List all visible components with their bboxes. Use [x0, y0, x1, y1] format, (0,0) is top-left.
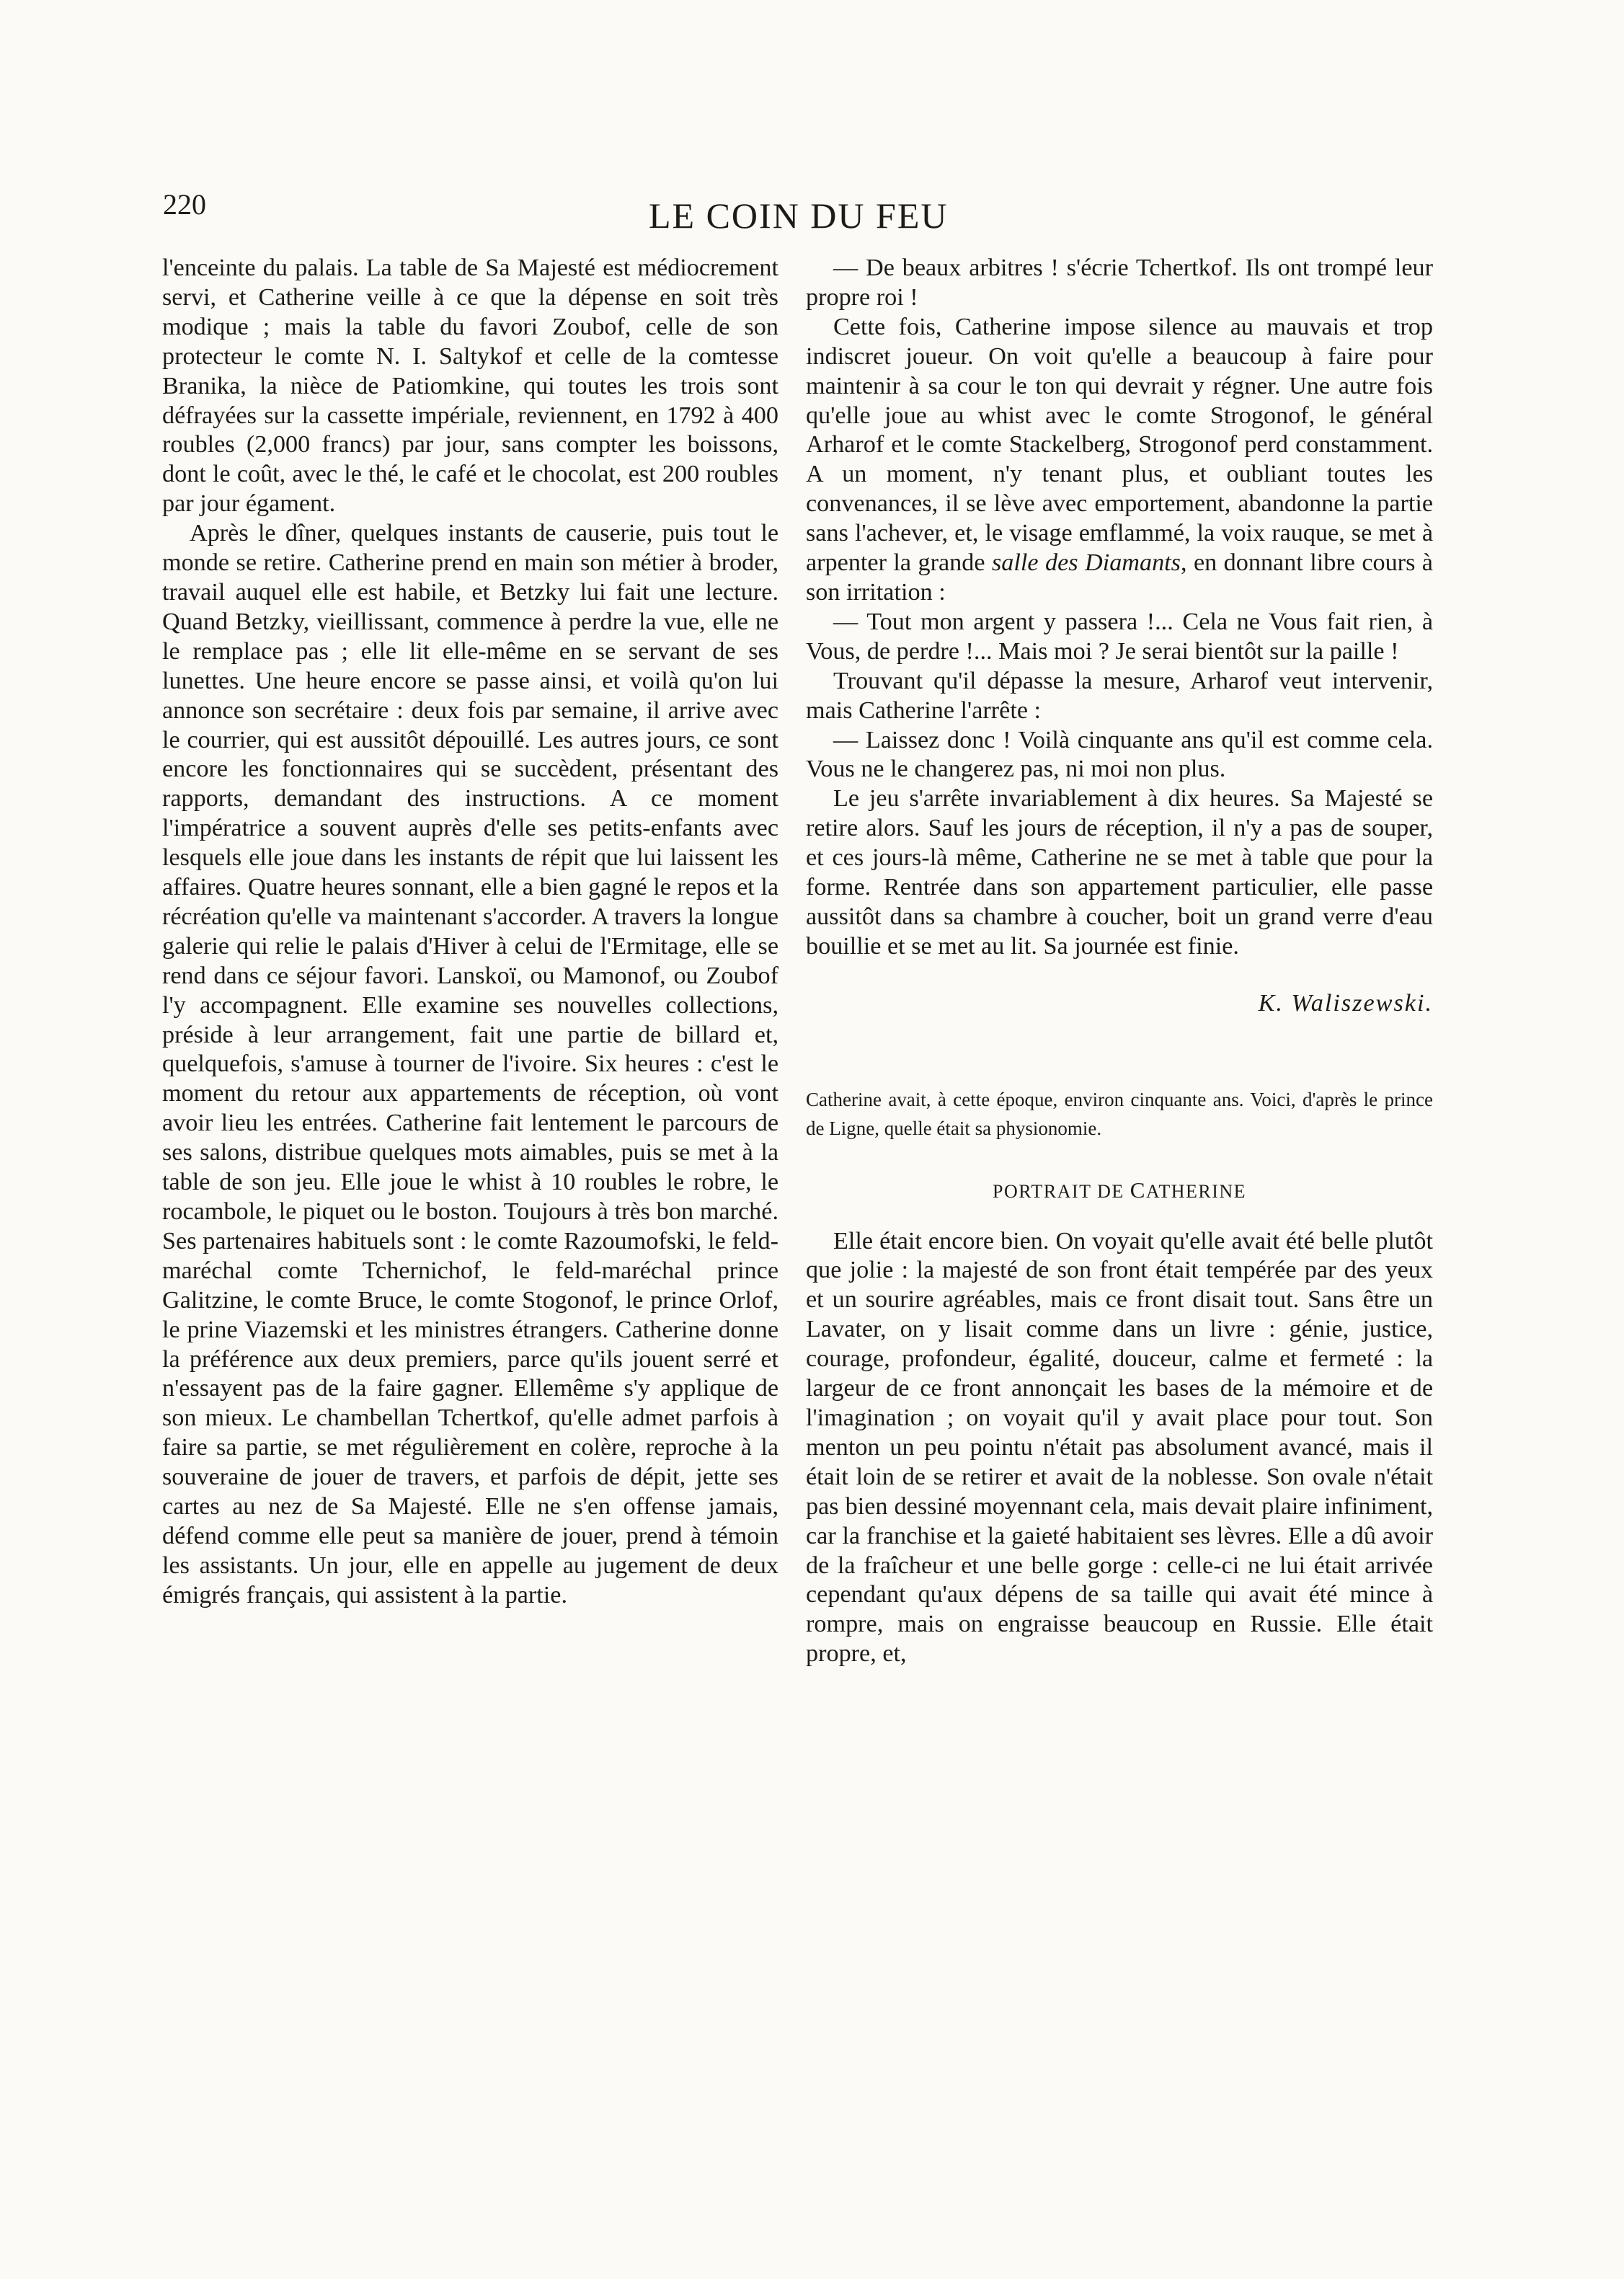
portrait-paragraph: Elle était encore bien. On voyait qu'elle avait été belle plutôt que jolie : la majesté de son front était tempérée par des yeux et un sourire agréables, mais ce front disait tout. Sans être un Lavater, on y lisait comme dans un livre : génie, justice, courage, profondeur, égalité, douceur, calme et fermeté : la largeur de ce front annonçait les bases de la mémoire et de l'imagination ; on voyait qu'il y avait place pour tout. Son menton un peu pointu n'était pas absolument avancé, mais il était loin de se retirer et avait de la noblesse. Son ovale n'était pas bien dessiné moyennant cela, mais devait plaire infiniment, car la franchise et la gaieté habitaient ses lèvres. Elle a dû avoir de la fraîcheur et une belle gorge : celle-ci ne lui était arrivée cependant qu'aux dépens de sa taille qui avait été mince à rompre, mais on engraisse beaucoup en Russie. Elle était propre, et,: [806, 1227, 1433, 1668]
right-column: [806, 254, 1433, 1669]
paragraph: l'enceinte du palais. La table de Sa Majesté est médiocrement servi, et Catherine veille à ce que la dépense en soit très modique ; mais la table du favori Zoubof, celle de son protecteur le comte N. I. Saltykof et celle de la comtesse Branika, la nièce de Patiomkine, qui toutes les trois sont défrayées sur la cassette impériale, reviennent, en 1792 à 400 roubles (2,000 francs) par jour, sans compter les boissons, dont le coût, avec le thé, le café et le chocolat, est 200 roubles par jour égament.: [162, 255, 778, 518]
heading-prefix: PORTRAIT DE: [992, 1180, 1130, 1202]
paragraph-text: Cette fois, Catherine impose silence au mauvais et trop indiscret joueur. On voit qu'elle a beaucoup à faire pour maintenir à sa cour le ton qui devrait y régner. Une autre fois qu'elle joue au whist avec le comte Strogonof, le général Arharof et le comte Stackelberg, Strogonof perd constamment. A un moment, n'y tenant plus, et oubliant toutes les convenances, il se lève avec emportement, abandonne la partie sans l'achever, et, le visage emflammé, la voix rauque, se met à arpenter la grande: [806, 313, 1433, 577]
paragraph: [806, 313, 1433, 608]
section-heading: [806, 1176, 1433, 1207]
paragraph: Le jeu s'arrête invariablement à dix heures. Sa Majesté se retire alors. Sauf les jours de réception, il n'y a pas de souper, et ces jours-là même, Catherine ne se met à table que pour la forme. Rentrée dans son appartement particulier, elle passe aussitôt dans sa chambre à coucher, boit un grand verre d'eau bouillie et se met au lit. Sa journée est finie.: [806, 785, 1433, 960]
heading-rest: ATHERINE: [1145, 1180, 1247, 1202]
paragraph: Trouvant qu'il dépasse la mesure, Arharof veut intervenir, mais Catherine l'arrête :: [806, 667, 1433, 724]
paragraph: Après le dîner, quelques instants de causerie, puis tout le monde se retire. Catherine prend en main son métier à broder, travail auquel elle est habile, et Betzky lui fait une lecture. Quand Betzky, vieillissant, commence à perdre la vue, elle ne le remplace pas ; elle lit elle-même en se servant de ses lunettes. Une heure encore se passe ainsi, et voilà qu'on lui annonce son secrétaire : deux fois par semaine, il arrive avec le courrier, qui est aussitôt dépouillé. Les autres jours, ce sont encore les fonctionnaires qui se succèdent, présentant des rapports, demandant des instructions. A ce moment l'impératrice a souvent auprès d'elle ses petits-enfants avec lesquels elle joue dans les instants de répit que lui laissent les affaires. Quatre heures sonnant, elle a bien gagné le repos et la récréation qu'elle va maintenant s'accorder. A travers la longue galerie qui relie le palais d'Hiver à celui de l'Ermitage, elle se rend dans ce séjour favori. Lanskoï, ou Mamonof, ou Zoubof l'y accompagnent. Elle examine ses nouvelles collections, préside à leur arrangement, fait une partie de billard et, quelquefois, s'amuse à tourner de l'ivoire. Six heures : c'est le moment du retour aux appartements de réception, où vont avoir lieu les entrées. Catherine fait lentement le parcours de ses salons, distribue quelques mots aimables, puis se met à la table de son jeu. Elle joue le whist à 10 roubles le robre, le rocambole, le piquet ou le boston. Toujours à très bon marché. Ses partenaires habituels sont : le comte Razoumofski, le feld-maréchal comte Tchernichof, le feld-maréchal prince Galitzine, le comte Bruce, le comte Stogonof, le prince Orlof, le prine Viazemski et les ministres étrangers. Catherine donne la préférence aux deux premiers, parce qu'ils jouent serré et n'essayent pas de la faire gagner. Ellemême s'y applique de son mieux. Le chambellan Tchertkof, qu'elle admet parfois à faire sa partie, se met régulièrement en colère, reproche à la souveraine de jouer de travers, et parfois de dépit, jette ses cartes au nez de Sa Majesté. Elle ne s'en offense jamais, défend comme elle peut sa manière de jouer, prend à témoin les assistants. Un jour, elle en appelle au jugement de deux émigrés français, qui assistent à la partie.: [162, 520, 778, 1608]
author-signature: K. Waliszewski.: [1258, 989, 1433, 1017]
paragraph: — Laissez donc ! Voilà cinquante ans qu'il est comme cela. Vous ne le changerez pas, ni moi non plus.: [806, 726, 1433, 783]
paragraph: — Tout mon argent y passera !... Cela ne Vous fait rien, à Vous, de perdre !... Mais moi ? Je serai bientôt sur la paille !: [806, 608, 1433, 665]
paragraph: — De beaux arbitres ! s'écrie Tchertkof. Ils ont trompé leur propre roi !: [806, 255, 1433, 311]
paragraph-text: , en donnant libre cours à son irritation :: [806, 549, 1433, 606]
italic-phrase: salle des Diamants: [991, 549, 1181, 577]
editorial-note: Catherine avait, à cette époque, environ cinquante ans. Voici, d'après le prince de Ligne, quelle était sa physionomie.: [806, 1088, 1433, 1139]
page-number: 220: [163, 188, 206, 221]
running-title: LE COIN DU FEU: [649, 195, 949, 236]
left-column: [162, 254, 778, 1611]
heading-capital: C: [1130, 1177, 1146, 1203]
